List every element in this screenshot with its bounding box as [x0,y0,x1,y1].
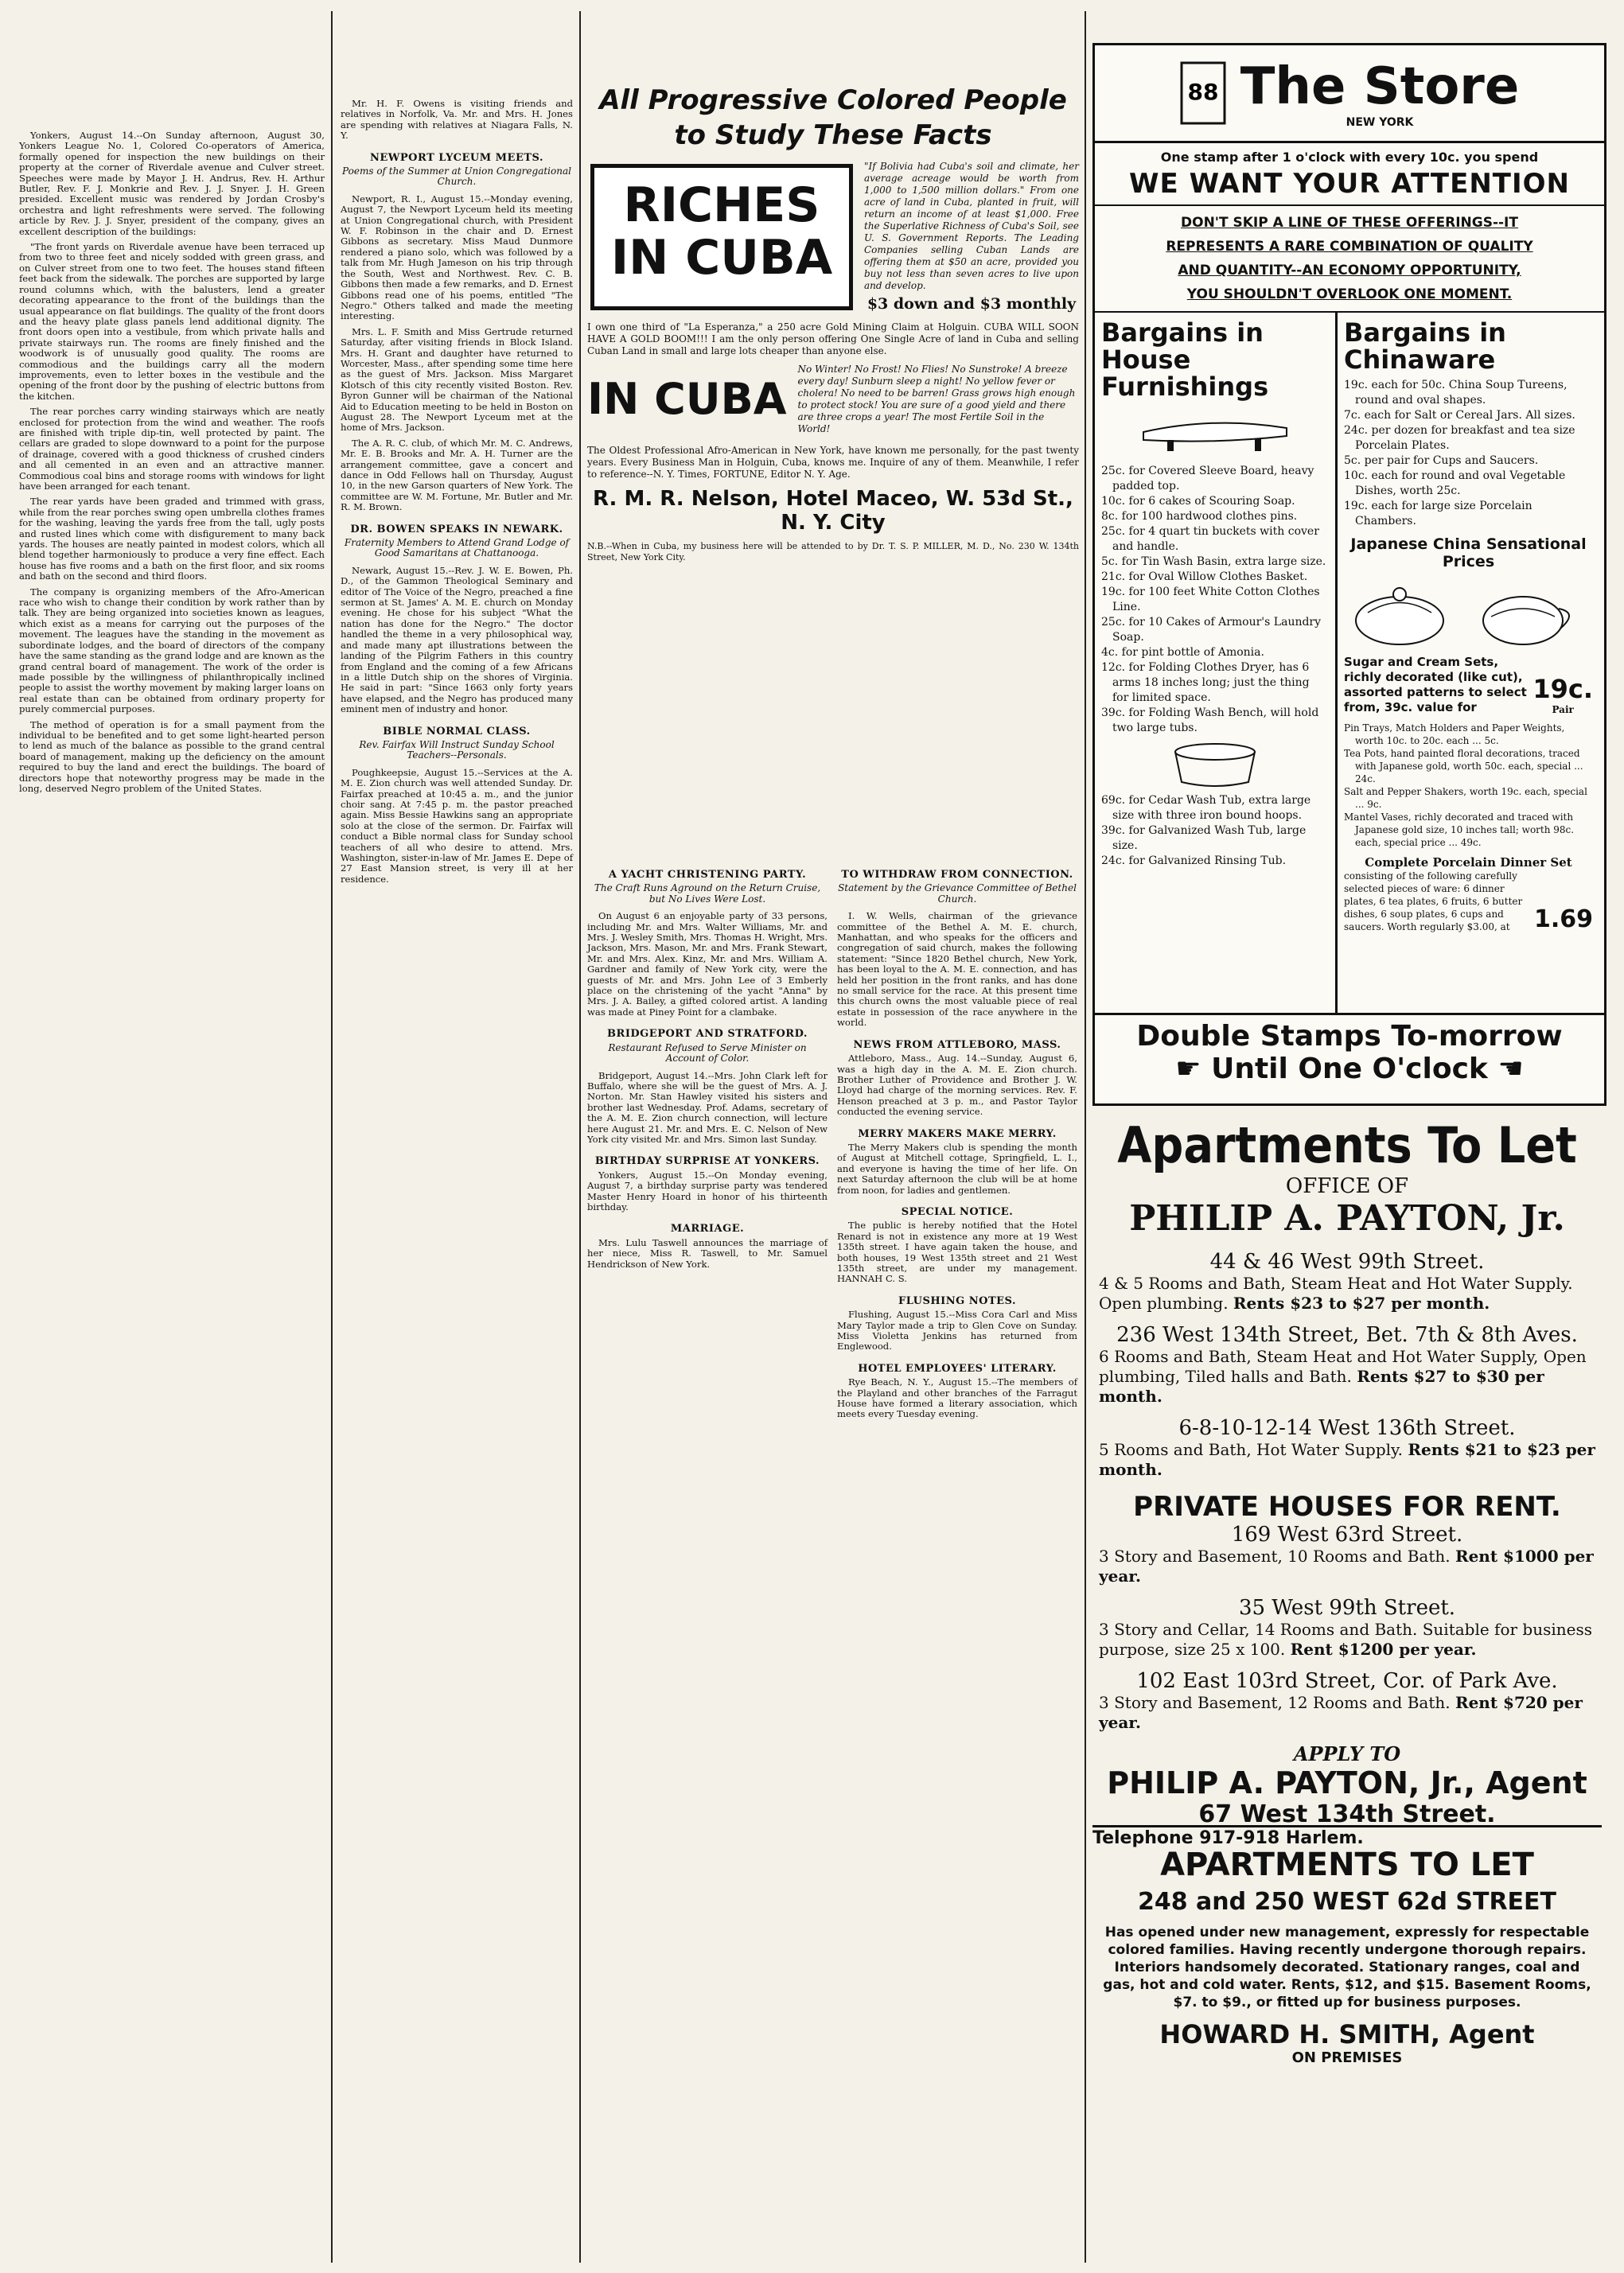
ad-address: R. M. R. Nelson, Hotel Maceo, W. 53d St., N. Y. City [593,487,1073,535]
cuba-advertisement [587,83,1079,850]
list-item: 25c. for 10 Cakes of Armour's Laundry Soap. [1101,616,1322,644]
article-paragraph: Flushing, August 15.--Miss Cora Carl and Miss Mary Taylor made a trip to Glen Cove on Sunday. Miss Violetta Jenkins has returned from Englewood. [837,1309,1077,1353]
article-paragraph: The rear yards have been graded and trimmed with grass, while from the rear porches swing open umbrella clothes frames for the washing, leaving the yards free from the tall, ugly posts and rusted lines which come with disfigurement to many back yards. The houses are neatly painted in modest colors, which all blend together harmoniously to produce a very fine effect. Each house has five rooms and a bath on the first floor, and six rooms and bath on the second and third floors. [19,496,325,582]
list-item: 19c. for 100 feet White Cotton Clothes Line. [1101,586,1320,613]
listing-rent: Rents $23 to $27 per month. [1233,1294,1490,1313]
listing-rent: Rent $1000 per year. [1099,1547,1594,1586]
sugar-cream-set-icon [1344,577,1583,648]
ad-facts: "If Bolivia had Cuba's soil and climate, her average acreage would be worth from 1,000 to 1,500 million dollars." From one acre of land in Cuba, planted in fruit, will return an income of at least $1,000. Free the Superlative Richness of Cuba's Soil, see U. S. Government Reports. The Leading Companies selling Cuban Lands are offering them at $50 an acre, provided you buy not less than seven acres to live upon and develop. [864,161,1079,291]
the-store-advertisement [1092,43,1606,1106]
want-attention: WE WANT YOUR ATTENTION [1129,168,1570,200]
pitch-line: AND QUANTITY--AN ECONOMY OPPORTUNITY, [1178,263,1521,278]
list-item: 5c. per pair for Cups and Saucers. [1344,454,1539,467]
pointing-hand-icon: ☚ [1497,1053,1524,1085]
list-item: 19c. each for 50c. China Soup Tureens, round and oval shapes. [1344,379,1568,407]
pointing-hand-icon: ☛ [1175,1053,1201,1085]
subheadline: Rev. Fairfax Will Instruct Sunday School Teachers--Personals. [359,738,555,761]
smith-description: Has opened under new management, expressly for respectable colored families. Having recently undergone thorough repairs. Interiors handsomely decorated. Stationary ranges, coal and gas, hot and cold water. Rents, $12, and $15. Basement Rooms, $7. to $9., or fitted up for business purposes. [1103,1925,1591,2010]
japanese-china-title: Japanese China Sensational Prices [1350,535,1587,570]
headline: MERRY MAKERS MAKE MERRY. [858,1127,1057,1140]
article-paragraph: The method of operation is for a small payment from the individual to be benefited and to get some light-hearted person to lend as much of the balance as possible to the grand central board of management, making up the deficiency on the amount required to buy the land and erect the buildings. The board of directors hope that noteworthy progress may be made in the long, deserved Negro problem of the United States. [19,718,325,794]
listing-rent: Rents $27 to $30 per month. [1099,1367,1544,1406]
article-paragraph: Yonkers, August 15.--On Monday evening, August 7, a birthday surprise party was tendered Master Henry Hoard in honor of his thirteenth birthday. [587,1169,828,1212]
illegible-header-area [341,11,573,99]
article-intro: Yonkers, August 14.--On Sunday afternoon, August 30, Yonkers League No. 1, Colored Co-operators of America, formally opened for inspection the new buildings on their property at the corner of Riverdale avenue and Culver street. Speeches were made by Mayor J. H. Andrus, Rev. H. Arthur Butler, Rev. F. J. Monkrie and Rev. J. J. Snyer. J. H. Green presided. Excellent music was rendered by Jordan Crosby's orchestra and light refreshments were served. The following article by Rev. J. J. Snyer, president of the company, gives an excellent description of the buildings: [19,130,325,237]
list-item: Pin Trays, Match Holders and Paper Weights, worth 10c. to 20c. each ... 5c. [1344,722,1565,746]
section-title: Bargains in Chinaware [1344,317,1506,375]
dinner-set-description: consisting of the following carefully selected pieces of ware: 6 dinner plates, 6 tea plates, 6 fruits, 6 butter dishes, 6 soup plates, 6 cups and saucers. Worth regularly $3.00, at [1344,870,1523,932]
column-withdraw [837,858,1077,2263]
subheadline: Fraternity Members to Attend Grand Lodge of Good Samaritans at Chattanooga. [344,537,570,559]
illegible-header-area [19,11,325,130]
listing-address: 102 East 103rd Street, Cor. of Park Ave. [1136,1669,1558,1693]
article-paragraph: I. W. Wells, chairman of the grievance committee of the Bethel A. M. E. church, Manhattan, and who speaks for the officers and congregation of said church, makes the following statement: "Since 1820 Bethel church, New York, has been loyal to the A. M. E. connection, and has held her position in the front ranks, and has done no small service for the race. At this present time this church owns the most valuable piece of real estate in possession of the race anywhere in the world. [837,910,1077,1029]
list-item: 5c. for Tin Wash Basin, extra large size. [1101,555,1326,568]
pitch-line: YOU SHOULDN'T OVERLOOK ONE MOMENT. [1186,286,1513,302]
pair-label: Pair [1552,704,1574,715]
double-stamps-banner [1095,1013,1604,1085]
article-intro: Mr. H. F. Owens is visiting friends and relatives in Norfolk, Va. Mr. and Mrs. H. Jones are spending with relatives at Niagara Falls, N. Y. [341,98,573,142]
list-item: 21c. for Oval Willow Clothes Basket. [1101,570,1308,583]
listing-detail: 4 & 5 Rooms and Bath, Steam Heat and Hot Water Supply. Open plumbing. [1099,1274,1573,1313]
office-of: OFFICE OF [1285,1174,1409,1198]
column-rule [1085,11,1086,2263]
smith-agent: HOWARD H. SMITH, Agent [1159,2019,1535,2049]
list-item: 4c. for pint bottle of Amonia. [1101,646,1264,659]
column-rule [331,11,333,2263]
headline: NEWPORT LYCEUM MEETS. [370,151,543,164]
listing-rent: Rents $21 to $23 per month. [1099,1440,1595,1479]
article-paragraph: Rye Beach, N. Y., August 15.--The members of the Playland and other branches of the Farragut House have formed a literary association, which meets every Tuesday evening. [837,1376,1077,1420]
ad-reference: The Oldest Professional Afro-American in New York, have known me personally, for the past twenty years. Every Business Man in Holguin, Cuba, knows me. Inquire of any of them. Meanwhile, I refer to reference--N. Y. Times, FORTUNE, Editor N. Y. Age. [587,445,1079,480]
smith-premises: ON PREMISES [1291,2049,1403,2066]
listing-rent: Rent $1200 per year. [1290,1640,1477,1659]
column-newport [341,11,573,2263]
pitch-line: REPRESENTS A RARE COMBINATION OF QUALITY [1166,239,1533,255]
list-item: 24c. for Galvanized Rinsing Tub. [1101,854,1287,867]
list-item: Mantel Vases, richly decorated and traced with Japanese gold size, 10 inches tall; worth 98c. each, special price ... 49c. [1344,812,1575,848]
listing-address: 169 West 63rd Street. [1231,1523,1463,1547]
sleeve-board-icon [1135,408,1295,456]
list-item: 10c. for 6 cakes of Scouring Soap. [1101,495,1295,508]
store-city: NEW YORK [1346,116,1414,129]
list-item: 39c. for Folding Wash Bench, will hold two large tubs. [1101,706,1319,734]
listing-detail: 3 Story and Basement, 12 Rooms and Bath. [1099,1693,1451,1712]
chinaware-section [1338,313,1599,1013]
riches-in-cuba-box [590,164,853,310]
agent-address: 67 West 134th Street. [1198,1800,1496,1828]
article-paragraph: Newport, R. I., August 15.--Monday evening, August 7, the Newport Lyceum held its meeting at Union Congregational church, with President W. F. Robinson in the chair and D. Ernest Gibbons as secretary. Miss Maud Dunmore rendered a piano solo, which was followed by a talk from Mr. Hugh Jameson on his trip through the South, West and Northwest. Rev. C. B. Gibbons then made a few remarks, and D. Ernest Gibbons read one of his poems, entitled "The Negro." Others talked and made the meeting interesting. [341,193,573,322]
headline: DR. BOWEN SPEAKS IN NEWARK. [350,523,563,535]
article-paragraph: On August 6 an enjoyable party of 33 persons, including Mr. and Mrs. Walter Williams, Mr. and Mrs. J. Wesley Smith, Mrs. Thomas H. Wright, Mrs. Jackson, Mrs. Mason, Mr. and Mrs. Frank Stewart, Mr. and Mrs. Alex. Kinz, Mr. and Mrs. William A. Gardner and family of New York city, were the guests of Mr. and Mrs. John Lee of 3 Emberly place on the christening of the yacht "Anna" by Mrs. J. A. Bailey, a gifted colored artist. A landing was made at Piney Point for a clambake. [587,910,828,1018]
smith-title: APARTMENTS TO LET [1160,1847,1534,1883]
headline: A YACHT CHRISTENING PARTY. [608,869,807,881]
list-item: Salt and Pepper Shakers, worth 19c. each, special ... 9c. [1344,786,1587,810]
payton-name: PHILIP A. PAYTON, Jr. [1129,1198,1565,1239]
ad-headline: All Progressive Colored People to Study These Facts [599,84,1067,151]
list-item: 25c. for Covered Sleeve Board, heavy padded top. [1101,465,1314,492]
smith-address: 248 and 250 WEST 62d STREET [1137,1888,1557,1916]
ad-offer: $3 down and $3 monthly [867,295,1077,313]
listing-address: 44 & 46 West 99th Street. [1209,1250,1485,1274]
listing-address: 236 West 134th Street, Bet. 7th & 8th Aves. [1116,1323,1578,1347]
private-houses-title: PRIVATE HOUSES FOR RENT. [1133,1491,1561,1523]
agent-phone: Telephone 917-918 Harlem. [1092,1828,1364,1848]
list-item: 12c. for Folding Clothes Dryer, has 6 arms 18 inches long; just the thing for limited space. [1101,661,1310,704]
article-paragraph: The rear porches carry winding stairways which are neatly enclosed for protection from the wind and weather. The roofs are finished with triple dip-tin, well protected by paint. The cellars are graded to slope downward to a point for the purpose of drainage, covered with a good thickness of crushed cinders and all cemented in an even and an attractive manner. Commodious coal bins and storage rooms with windows for light have been arranged for each tenant. [19,406,325,492]
listing-address: 6-8-10-12-14 West 136th Street. [1178,1416,1516,1440]
article-paragraph: Bridgeport, August 14.--Mrs. John Clark left for Buffalo, where she will be the guest of Mrs. A. J. Norton. Mr. Stan Hawley visited his sisters and brother last Wednesday. Prof. Adams, secretary of the A. M. E. Zion church connection, will lecture here August 21. Mr. and Mrs. E. C. Nelson of New York city visited Mr. and Mrs. Simon last Sunday. [587,1069,828,1145]
list-item: 7c. each for Salt or Cereal Jars. All sizes. [1344,409,1575,422]
subheadline: Poems of the Summer at Union Congregational Church. [342,165,571,188]
store-header [1095,45,1604,143]
riches-title: RICHES IN CUBA [610,177,833,286]
list-item: Tea Pots, hand painted floral decorations, traced with Japanese gold, worth 50c. each, special ... 24c. [1344,748,1583,784]
list-item: 19c. each for large size Porcelain Chambers. [1344,500,1532,527]
headline: NEWS FROM ATTLEBORO, MASS. [853,1038,1061,1051]
headline: FLUSHING NOTES. [898,1294,1016,1307]
article-paragraph: Poughkeepsie, August 15.--Services at the A. M. E. Zion church was well attended Sunday. Dr. Fairfax preached at 10:45 a. m., and the junior choir sang. At 7:45 p. m. the pastor preached again. Miss Bessie Hawkins sang an appropriate solo at the close of the sermon. Dr. Fairfax will conduct a Bible normal class for Sunday school teachers of all who desire to attend. Mrs. Washington, sister-in-law of Mr. James E. Depe of 27 East Mansion street, is very ill at her residence. [341,766,573,885]
list-item: 24c. per dozen for breakfast and tea size Porcelain Plates. [1344,424,1575,452]
apartments-title: Apartments To Let [1117,1116,1577,1174]
newspaper-page [14,11,1610,2263]
article-paragraph: Newark, August 15.--Rev. J. W. E. Bowen, Ph. D., of the Gammon Theological Seminary and editor of The Voice of the Negro, preached a fine sermon at St. James' A. M. E. church on Monday evening. He chose for his subject "What the nation has done for the Negro." The doctor handled the theme in a very philosophical way, and made many apt illustrations between the landing of the Pilgrim Fathers in this country from England and the coming of a few Africans in a little Dutch ship on the shores of Virginia. He said in part: "Since 1663 only forty years have elapsed, and the Negro has produced many eminent men of industry and honor. [341,564,573,715]
headline: TO WITHDRAW FROM CONNECTION. [841,869,1073,881]
listing-detail: 6 Rooms and Bath, Steam Heat and Hot Water Supply, Open plumbing, Tiled halls and Bath. [1099,1347,1587,1386]
listing-detail: 3 Story and Cellar, 14 Rooms and Bath. Suitable for business purpose, size 25 x 100. [1099,1620,1593,1659]
section-title: Bargains in House Furnishings [1101,317,1269,402]
sugar-set-price: 19c. [1532,674,1593,704]
house-items-list [1101,464,1329,869]
headline: BIRTHDAY SURPRISE AT YONKERS. [594,1155,820,1168]
subheadline: Statement by the Grievance Committee of Bethel Church. [838,882,1077,905]
ad-mid-text: I own one third of "La Esperanza," a 250 acre Gold Mining Claim at Holguin. CUBA WILL SOON HAVE A GOLD BOOM!!! I am the only person offering One Single Acre of land in Cuba and selling Cuban Land in small and large lots cheaper than anyone else. [587,321,1079,356]
headline: BIBLE NORMAL CLASS. [383,725,531,738]
ad-benefits: No Winter! No Frost! No Flies! No Sunstroke! A breeze every day! Sunburn sleep a night! No yellow fever or cholera! No need to be barren! Grass grows high enough to protect stock! You are sure of a good yield and there are three crops a year! The most Fertile Soil in the World! [797,364,1076,434]
until-one-oclock: Until One O'clock [1211,1053,1488,1085]
article-paragraph: "The front yards on Riverdale avenue have been terraced up from two to three feet and nicely sodded with green grass, and on Culver street from one to two feet. The houses stand fifteen feet back from the sidewalk. The porches are supported by large round columns which, with the balusters, lend a greater decorating appearance to the front of the buildings than the usual appearance on flat buildings. The quality of the front doors and the heavy plate glass panels lend additional dignity. The front doors open into a vestibule, from which private halls and private stairways run. The rooms are finely finished and the woodwork is of unusually good quality. The rooms are commodious and the buildings carry all the modern improvements, even to letter boxes in the vestibule and the opening of the front door by the pushing of electric buttons from the kitchen. [19,241,325,402]
wash-tub-icon [1167,741,1263,788]
subheadline: The Craft Runs Aground on the Return Cruise, but No Lives Were Lost. [594,882,821,905]
article-paragraph: Attleboro, Mass., Aug. 14.--Sunday, August 6, was a high day in the A. M. E. Zion church. Brother Luther of Providence and Brother J. W. Lloyd had charge of the morning services. Rev. F. Henson preached at 3 p. m., and Pastor Taylor conducted the evening service. [837,1053,1077,1118]
column-yacht [587,858,828,2263]
article-paragraph: Mrs. Lulu Taswell announces the marriage of her niece, Miss R. Taswell, to Mr. Samuel Hendrickson of New York. [587,1236,828,1270]
list-item: 25c. for 4 quart tin buckets with cover and handle. [1101,525,1319,553]
list-item: 69c. for Cedar Wash Tub, extra large size with three iron bound hoops. [1101,794,1311,822]
column-yonkers [19,11,325,2263]
stamp-offer: One stamp after 1 o'clock with every 10c. you spend [1160,150,1539,165]
apply-to: APPLY TO [1293,1742,1401,1765]
article-paragraph: The Merry Makers club is spending the month of August at Mitchell cottage, Springfield, L. I., and everyone is having the time of her life. On next Saturday afternoon the club will be at home from noon, for ladies and gentlemen. [837,1141,1077,1196]
double-stamps: Double Stamps To-morrow [1136,1020,1563,1053]
headline: HOTEL EMPLOYEES' LITERARY. [858,1362,1057,1375]
dinner-set-price: 1.69 [1533,905,1593,933]
list-item: 8c. for 100 hardwood clothes pins. [1101,510,1298,523]
headline: SPECIAL NOTICE. [901,1205,1014,1218]
listing-detail: 5 Rooms and Bath, Hot Water Supply. [1099,1440,1404,1459]
list-item: 39c. for Galvanized Wash Tub, large size. [1101,824,1307,852]
store-logo: The Store [1240,57,1520,116]
svg-text:88: 88 [1187,79,1219,105]
column-rule [579,11,581,2263]
listing-rent: Rent $720 per year. [1099,1693,1583,1732]
headline: BRIDGEPORT AND STRATFORD. [607,1028,808,1041]
headline: MARRIAGE. [670,1223,745,1236]
payton-advertisement [1092,1116,1602,1848]
ad-footer: N.B.--When in Cuba, my business here will be attended to by Dr. T. S. P. MILLER, M. D., No. 230 W. 134th Street, New York City. [587,541,1079,562]
dinner-set-title: Complete Porcelain Dinner Set [1365,855,1572,870]
list-item: 10c. each for round and oval Vegetable Dishes, worth 25c. [1344,469,1566,497]
store-emblem-icon [1180,61,1226,125]
article-paragraph: The company is organizing members of the Afro-American race who wish to change their condition by work rather than by talk. They are being organized into societies known as leagues, which exist as a means for carrying out the purposes of the movement. The leagues have the standing in the movement as subordinate lodges, and the board of directors of the company have the same standing as the grand lodge and are known as the grand central board of management. The work of the order is made possible by the willingness of philanthropically inclined people to assist the worthy movement by making larger loans on real estate than can be obtained from ordinary property for purely commercial purposes. [19,586,325,715]
article-paragraph: Mrs. L. F. Smith and Miss Gertrude returned Saturday, after visiting friends in Block Island. Mrs. H. Grant and daughter have returned to Worcester, Mass., after spending some time here as the guest of Mrs. Jackson. Miss Margaret Klotsch of this city recently visited Boston. Rev. Byron Gunner will be chairman of the National Aid to Education meeting to be held in Boston on August 28. The Newport Lyceum met at the home of Mrs. Jackson. [341,325,573,434]
listing-detail: 3 Story and Basement, 10 Rooms and Bath. [1099,1547,1451,1566]
article-paragraph: The public is hereby notified that the Hotel Renard is not in existence any more at 19 West 135th street. I have again taken the house, and both houses, 19 West 135th street and 21 West 135th street, are under my management. HANNAH C. S. [837,1220,1077,1285]
listing-address: 35 West 99th Street. [1238,1596,1456,1620]
pitch-line: DON'T SKIP A LINE OF THESE OFFERINGS--IT [1181,215,1518,231]
subheadline: Restaurant Refused to Serve Minister on Account of Color. [608,1041,807,1064]
agent-name: PHILIP A. PAYTON, Jr., Agent [1107,1765,1587,1800]
in-cuba-heading: IN CUBA [587,374,787,424]
sugar-set-offer: Sugar and Cream Sets, richly decorated (like cut), assorted patterns to select from, 39c. value for [1344,655,1527,714]
smith-advertisement [1092,1825,1602,2257]
house-furnishings-section [1095,313,1338,1013]
article-paragraph: The A. R. C. club, of which Mr. M. C. Andrews, Mr. E. B. Brooks and Mr. A. H. Turner are the arrangement committee, gave a concert and dance in Odd Fellows hall on Thursday, August 10, in the new Garson quarters of New York. The committee are W. M. Fortune, Mr. Butler and Mr. R. M. Brown. [341,437,573,513]
